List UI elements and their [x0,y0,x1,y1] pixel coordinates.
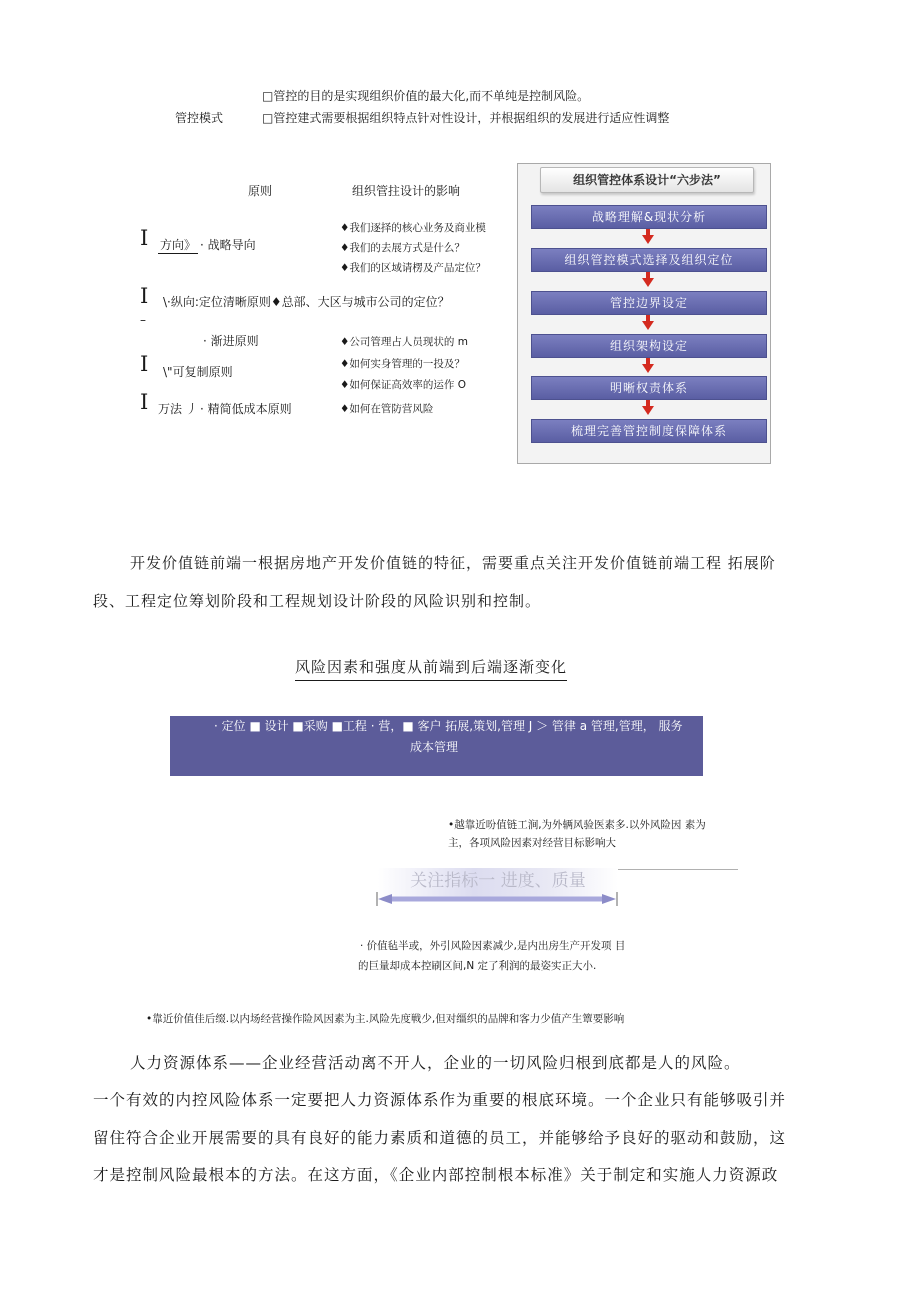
impact-question: ♦公司管理占人员现状的 m [340,336,468,348]
bracket-icon: I [140,284,149,308]
principle-lean: · 精简低成本原则 [200,402,292,416]
body-paragraph-line: 留住符合企业开展需要的具有良好的能力素质和道德的员工，并能够给予良好的驱动和鼓励，这 [93,1129,787,1147]
body-paragraph-line: 一个有效的内控风险体系一定要把人力资源体系作为重要的根底环境。一个企业只有能够吸引并 [93,1091,787,1109]
risk-section-title: 风险因素和强度从前端到后端逐渐变化 [295,656,567,681]
step-3: 管控边界设定 [531,291,767,315]
direction-label: 方向》 [160,238,197,252]
focus-indicator-banner: 关注指标一 进度、质量 [378,868,618,898]
bracket-icon: I [140,226,149,250]
front-note: 主，各项风险因素对经营目标影响大 [448,837,616,849]
impact-header: 组织管拄设计的影响 [352,184,461,198]
principles-header: 原则 [248,184,273,198]
principle-vertical: \·纵向:定位清晰原则♦总部、大区与城市公司的定位？ [163,295,450,309]
down-arrow-icon [642,235,654,244]
bracket-icon: I [140,390,149,414]
control-goal-text: □管控的目的是实现组织价值的最大化,而不单纯是控制风险。 [262,89,590,103]
impact-question: ♦如何实身管理的一投及？ [340,358,465,370]
front-note: •越靠近吩值链工涧,为外辆风验医素多.以外风险因 素为 [448,819,706,831]
value-chain-cost: 成本管理 [410,740,459,754]
range-arrow-icon [376,892,618,906]
back-note: •靠近价值佳后缀.以内场经营操作险风因素为主.风险先度戦少,但对缰织的品牌和客力少值产生簟要影响 [146,1013,625,1025]
body-paragraph-line: 段、工程定位筹划阶段和工程规划设计阶段的风险识别和控制。 [93,592,542,610]
body-paragraph-line: 人力资源体系——企业经营活动离不开人，企业的一切风险归根到底都是人的风险。 [130,1054,741,1072]
principle-gradual: · 渐进原则 [203,334,259,348]
step-5: 明晰权责体系 [531,376,767,400]
impact-question: ♦如何保证高效率的运作 O [340,379,467,391]
six-step-panel [517,163,771,464]
impact-question: ♦我们的区域请楞及产品定位？ [340,262,486,274]
bracket-icon: I [140,352,149,376]
down-arrow-icon [642,278,654,287]
divider [600,869,738,870]
down-arrow-icon [642,321,654,330]
impact-question: ♦我们的去展方式是什么？ [340,242,465,254]
dash-mark: – [140,313,146,327]
impact-question: ♦如何在管防营风险 [340,403,434,415]
value-chain-stages: · 定位 ■ 设计 ■采购 ■工程 · 营，■ 客户 拓展,策划,管理 J ＞ 管律 a 管理,管理， 服务 [214,719,683,733]
step-2: 组织管控模式选择及组织定位 [531,248,767,272]
step-6: 梳理完善管控制度保障体系 [531,419,767,443]
six-step-title: 组织管控体系设计“六步法” [540,167,754,193]
body-paragraph-line: 开发价值链前端一根据房地产开发价值链的特征，需要重点关注开发价值链前端工程 拓展阶 [130,554,776,572]
value-chain-bar [170,716,703,776]
middle-note: · 价值毡半或，外引风险因素减少,是内出房生产开发项 目 [360,940,626,952]
step-1: 战略理解&现状分析 [531,205,767,229]
impact-question: ♦我们逐择的核心业务及商业模 [340,222,486,234]
principle-replicable: \"可复制原则 [163,365,233,379]
method-label: 万法 丿 [158,402,198,416]
principle-strategy: · 战略导向 [200,238,256,252]
step-4: 组织架构设定 [531,334,767,358]
down-arrow-icon [642,364,654,373]
control-mode-label: 管控模式 [175,111,224,125]
body-paragraph-line: 才是控制风险最根本的方法。在这方面，《企业内部控制根本标准》关于制定和实施人力资源政 [93,1166,779,1184]
control-design-text: □管控建式需要根据组织特点针对性设计，并根据组织的发展进行适应性调整 [262,111,670,125]
down-arrow-icon [642,406,654,415]
middle-note: 的巨量却成本控刷区间,N 定了利润的最姿实正大小. [358,960,597,972]
